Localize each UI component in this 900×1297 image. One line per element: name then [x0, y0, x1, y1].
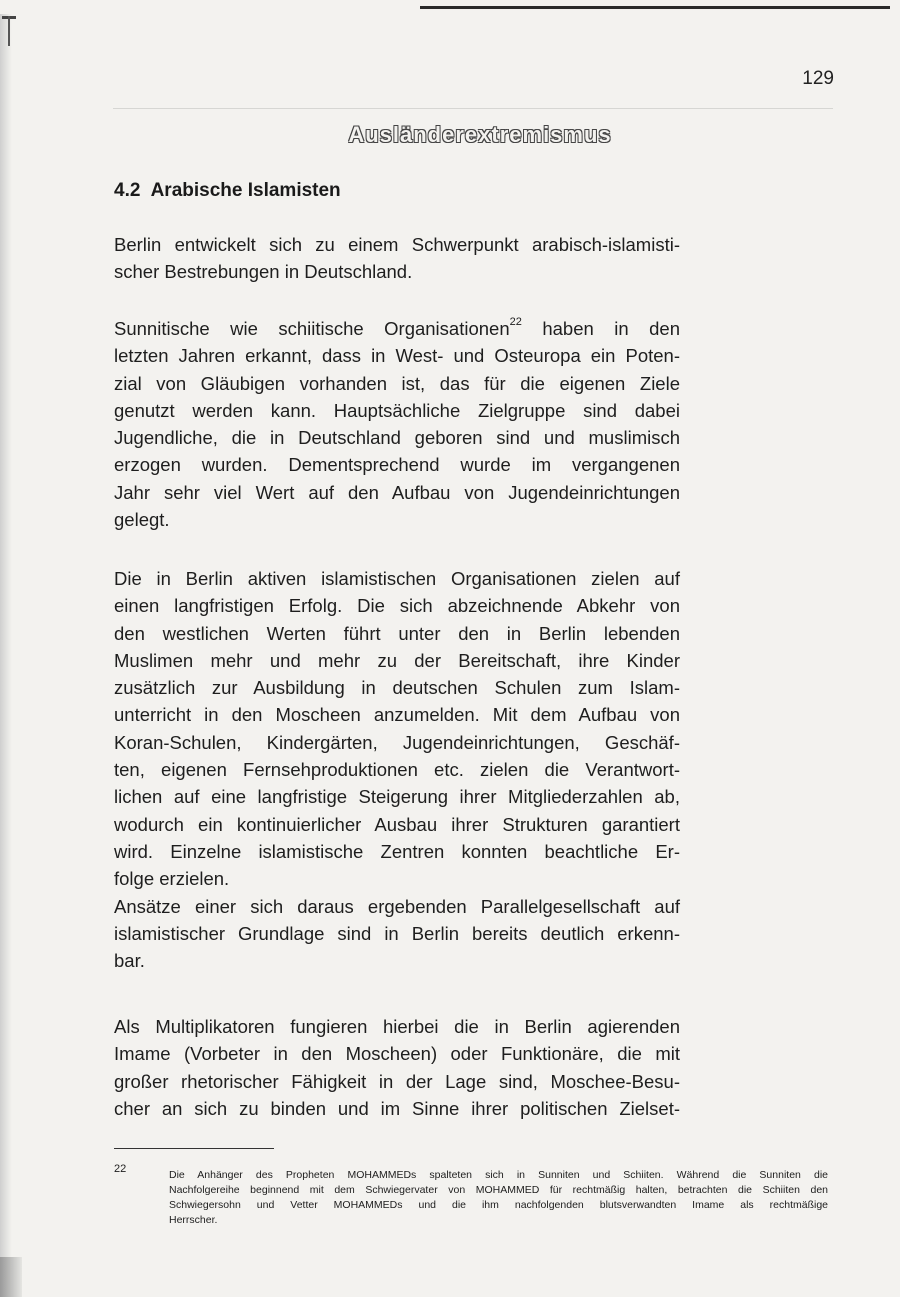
text-line: unterricht in den Moscheen anzumelden. Mit dem Aufbau von	[114, 704, 680, 726]
text-line: scher Bestrebungen in Deutschland.	[114, 261, 413, 283]
text-fragment: Sunnitische wie schiitische Organisationen	[114, 318, 510, 339]
paragraph-1	[114, 231, 680, 286]
text-fragment: haben in den	[521, 318, 680, 339]
footnote-number: 22	[114, 1163, 127, 1175]
footnote-separator	[114, 1148, 274, 1149]
section-title: Arabische Islamisten	[150, 180, 341, 201]
text-line: großer rhetorischer Fähigkeit in der Lage sind, Moschee-Besu-	[114, 1070, 680, 1092]
footnote-line: Die Anhänger des Propheten MOHAMMEDs spalteten sich in Sunniten und Schiiten. Während die Sunniten die	[169, 1169, 828, 1181]
paragraph-4	[114, 1013, 680, 1122]
text-line: ten, eigenen Fernsehproduktionen etc. zielen die Verantwort-	[114, 759, 680, 781]
text-line: wird. Einzelne islamistische Zentren konnten beachtliche Er-	[114, 840, 680, 862]
text-line: Jugendliche, die in Deutschland geboren sind und muslimisch	[114, 427, 680, 449]
paragraph-2	[114, 315, 680, 533]
paragraph-3	[114, 565, 680, 974]
text-line: cher an sich zu binden und im Sinne ihrer politischen Zielset-	[114, 1097, 680, 1119]
text-line: erzogen wurden. Dementsprechend wurde im vergangenen	[114, 454, 680, 476]
text-line: Die in Berlin aktiven islamistischen Organisationen zielen auf	[114, 568, 680, 589]
text-line: bar.	[114, 950, 145, 972]
scan-edge-line	[420, 6, 890, 9]
text-line: Berlin entwickelt sich zu einem Schwerpunkt arabisch-islamisti-	[114, 234, 680, 255]
scan-binding-shadow	[0, 1257, 22, 1297]
running-header: Ausländerextremismus	[348, 122, 612, 147]
text-line	[114, 315, 680, 342]
footnote-line: Schwiegersohn und Vetter MOHAMMEDs und die ihm nachfolgenden blutsverwandten Imame als rechtmäßige	[169, 1199, 828, 1211]
text-line: genutzt werden kann. Hauptsächliche Zielgruppe sind dabei	[114, 399, 680, 421]
page-number: 129	[802, 68, 834, 89]
footnote-line: Nachfolgereihe beginnend mit dem Schwiegervater von MOHAMMED für rechtmäßig halten, betrachten die Schiiten den	[169, 1184, 828, 1196]
text-line: gelegt.	[114, 509, 170, 531]
scan-edge-shadow	[0, 14, 12, 1297]
text-line: wodurch ein kontinuierlicher Ausbau ihrer Strukturen garantiert	[114, 813, 680, 835]
footnote-line: Herrscher.	[169, 1214, 218, 1226]
text-line: Jahr sehr viel Wert auf den Aufbau von Jugendeinrichtungen	[114, 481, 680, 503]
text-line: Koran-Schulen, Kindergärten, Jugendeinrichtungen, Geschäf-	[114, 731, 680, 753]
text-line: folge erzielen.	[114, 868, 230, 890]
footnote-reference[interactable]: 22	[509, 316, 522, 328]
scan-corner-tick	[8, 16, 10, 46]
text-line: Als Multiplikatoren fungieren hierbei die in Berlin agierenden	[114, 1016, 680, 1037]
text-line: islamistischer Grundlage sind in Berlin bereits deutlich erkenn-	[114, 922, 680, 944]
text-line: den westlichen Werten führt unter den in Berlin lebenden	[114, 622, 680, 644]
text-line: einen langfristigen Erfolg. Die sich abzeichnende Abkehr von	[114, 595, 680, 617]
text-line: letzten Jahren erkannt, dass in West- und Osteuropa ein Poten-	[114, 345, 680, 367]
section-heading	[114, 180, 341, 202]
text-line: zusätzlich zur Ausbildung in deutschen Schulen zum Islam-	[114, 677, 680, 699]
text-line: zial von Gläubigen vorhanden ist, das für die eigenen Ziele	[114, 372, 680, 394]
text-line: lichen auf eine langfristige Steigerung ihrer Mitgliederzahlen ab,	[114, 786, 680, 808]
text-line: Imame (Vorbeter in den Moscheen) oder Funktionäre, die mit	[114, 1043, 680, 1065]
text-line: Muslimen mehr und mehr zu der Bereitschaft, ihre Kinder	[114, 649, 680, 671]
section-number: 4.2	[114, 180, 141, 201]
header-rule	[113, 108, 833, 109]
footnote-text	[169, 1168, 828, 1228]
text-line: Ansätze einer sich daraus ergebenden Parallelgesellschaft auf	[114, 895, 680, 917]
